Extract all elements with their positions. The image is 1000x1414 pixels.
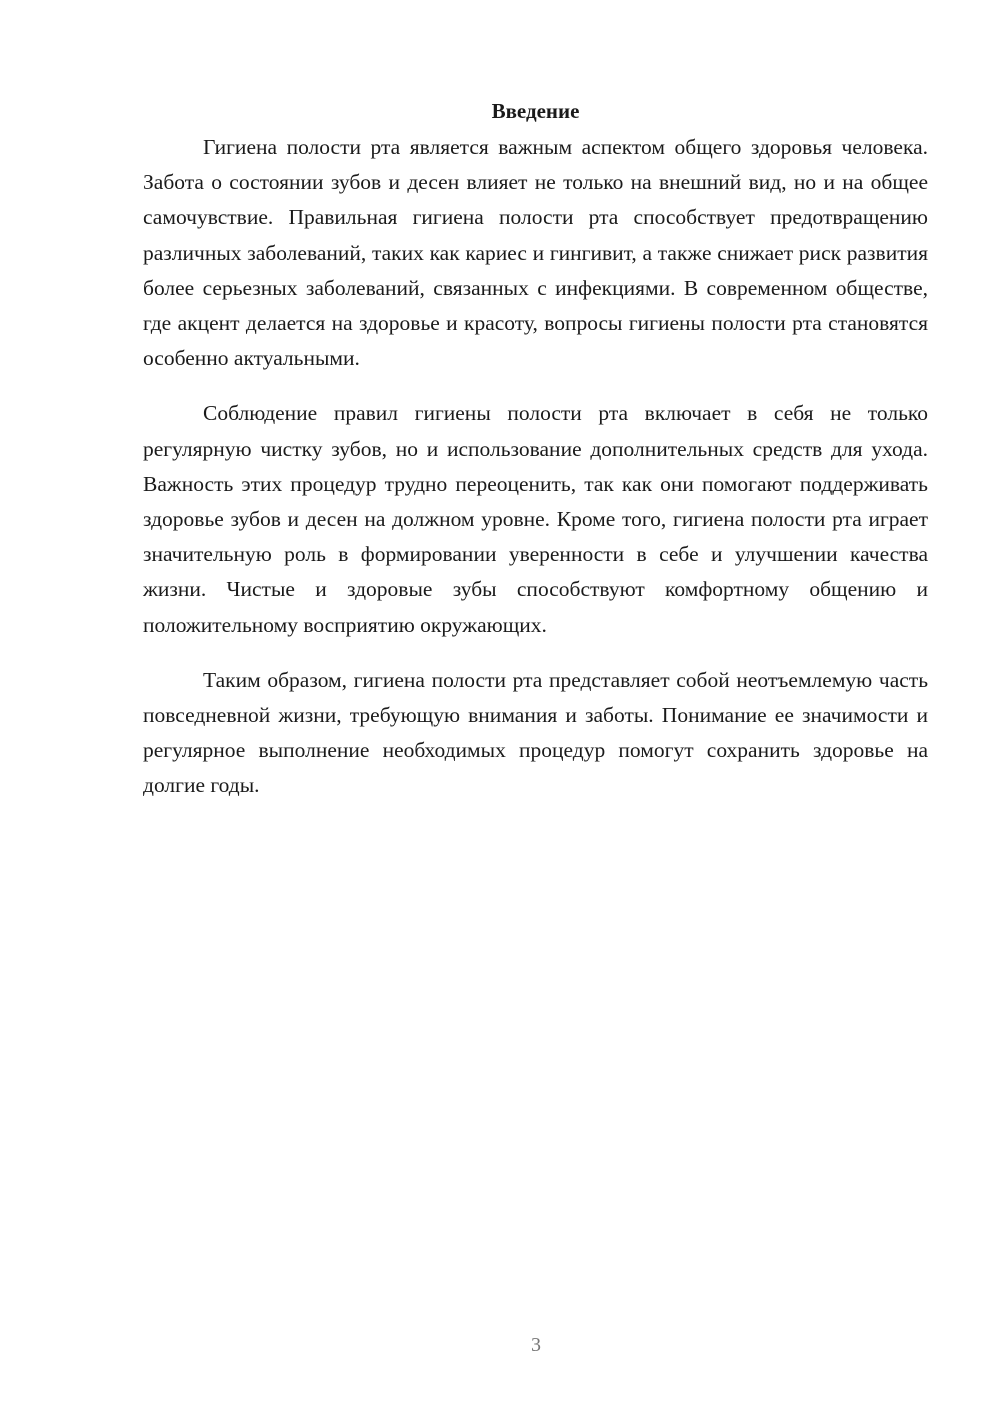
paragraph-2: Соблюдение правил гигиены полости рта включает в себя не только регулярную чистку зубов, но и использование дополнительных средств для ухода. Важность этих процедур трудно переоценить, так как они помогают поддерживать здоровье зубов и десен на должном уровне. Кроме того, гигиена полости рта играет значительную роль в формировании уверенности в себе и улучшении качества жизни. Чистые и здоровые зубы способствуют комфортному общению и положительному восприятию окружающих. bbox=[143, 401, 928, 637]
page-title: Введение bbox=[491, 99, 580, 123]
paragraph-3: Таким образом, гигиена полости рта представляет собой неотъемлемую часть повседневной жизни, требующую внимания и заботы. Понимание ее значимости и регулярное выполнение необходимых процедур помогут сохранить здоровье на долгие годы. bbox=[143, 667, 928, 798]
paragraph-1: Гигиена полости рта является важным аспектом общего здоровья человека. Забота о состоянии зубов и десен влияет не только на внешний вид, но и на общее самочувствие. Правильная гигиена полости рта способствует предотвращению различных заболеваний, таких как кариес и гингивит, а также снижает риск развития более серьезных заболеваний, связанных с инфекциями. В современном обществе, где акцент делается на здоровье и красоту, вопросы гигиены полости рта становятся особенно актуальными. bbox=[143, 135, 928, 371]
page-number: 3 bbox=[531, 1334, 541, 1356]
page-content bbox=[143, 95, 928, 804]
